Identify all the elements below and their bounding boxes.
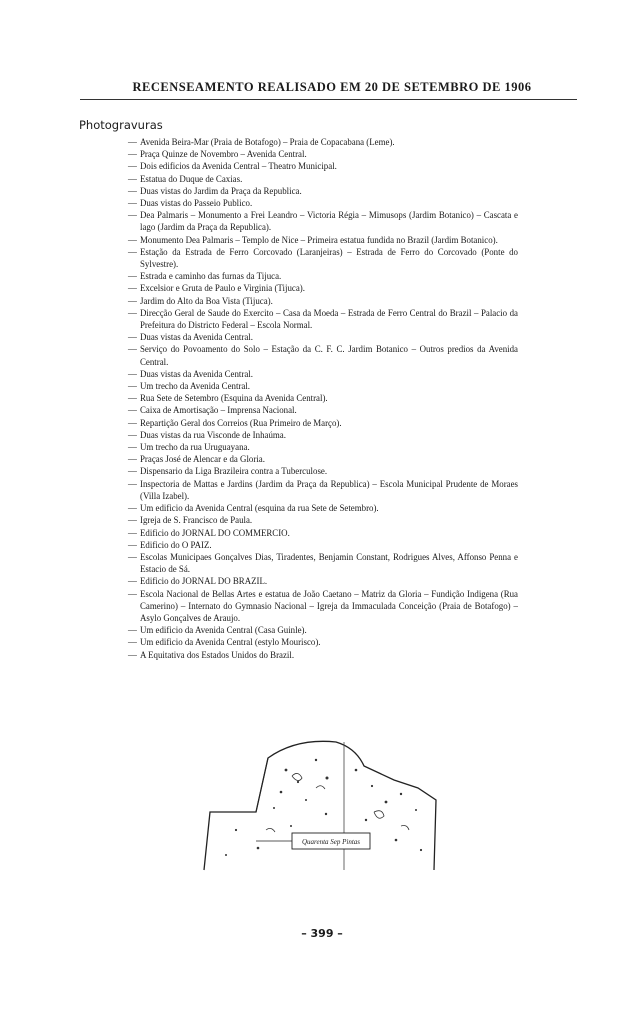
list-item: — Duas vistas da Avenida Central. bbox=[128, 368, 518, 380]
list-item: — Rua Sete de Setembro (Esquina da Avenida Central). bbox=[128, 392, 518, 404]
page-number: – 399 – bbox=[301, 927, 343, 940]
list-item: — Edificio do JORNAL DO COMMERCIO. bbox=[128, 527, 518, 539]
list-item: — Excelsior e Gruta de Paulo e Virginia (Tijuca). bbox=[128, 282, 518, 294]
list-item: — Praça Quinze de Novembro – Avenida Central. bbox=[128, 148, 518, 160]
pediment-ornament bbox=[196, 730, 448, 875]
list-item: — Edificio do JORNAL DO BRAZIL. bbox=[128, 575, 518, 587]
inscription-text: Quarenta Sep Pintas bbox=[301, 838, 361, 846]
list-item: — Monumento Dea Palmaris – Templo de Nice – Primeira estatua fundida no Brazil (Jardim Botanico). bbox=[128, 234, 518, 246]
list-item: — Um edificio da Avenida Central (estylo Mourisco). bbox=[128, 636, 518, 648]
page-header: RECENSEAMENTO REALISADO EM 20 DE SETEMBRO DE 1906 bbox=[132, 80, 532, 94]
list-item: — Estação da Estrada de Ferro Corcovado (Laranjeiras) – Estrada de Ferro do Corcovado (Ponte do Sylvestre). bbox=[128, 246, 518, 270]
list-item: — Praças José de Alencar e da Gloria. bbox=[128, 453, 518, 465]
list-item: — Repartição Geral dos Correios (Rua Primeiro de Março). bbox=[128, 417, 518, 429]
list-item: — Um edificio da Avenida Central (Casa Guinle). bbox=[128, 624, 518, 636]
list-item: — Dois edificios da Avenida Central – Theatro Municipal. bbox=[128, 160, 518, 172]
header-rule bbox=[80, 99, 577, 100]
list-item: — Estrada e caminho das furnas da Tijuca. bbox=[128, 270, 518, 282]
pediment-outline bbox=[204, 741, 436, 870]
list-item: — Duas vistas da rua Visconde de Inhaúma. bbox=[128, 429, 518, 441]
list-item: — Direcção Geral de Saude do Exercito – Casa da Moeda – Estrada de Ferro Central do Brazil – Palacio da Prefeitura do Districto Federal – Escola Normal. bbox=[128, 307, 518, 331]
section-title: Photogravuras bbox=[79, 118, 163, 132]
list-item: — Jardim do Alto da Boa Vista (Tijuca). bbox=[128, 295, 518, 307]
list-item: — Duas vistas do Jardim da Praça da Republica. bbox=[128, 185, 518, 197]
list-item: — A Equitativa dos Estados Unidos do Brazil. bbox=[128, 649, 518, 661]
list-item: — Duas vistas do Passeio Publico. bbox=[128, 197, 518, 209]
list-item: — Um edificio da Avenida Central (esquina da rua Sete de Setembro). bbox=[128, 502, 518, 514]
list-item: — Dispensario da Liga Brazileira contra a Tuberculose. bbox=[128, 465, 518, 477]
list-item: — Inspectoria de Mattas e Jardins (Jardim da Praça da Republica) – Escola Municipal Prudente de Moraes (Villa Izabel). bbox=[128, 478, 518, 502]
list-item: — Duas vistas da Avenida Central. bbox=[128, 331, 518, 343]
list-item: — Escolas Municipaes Gonçalves Dias, Tiradentes, Benjamin Constant, Rodrigues Alves, Affonso Penna e Estacio de Sá. bbox=[128, 551, 518, 575]
list-item: — Caixa de Amortisação – Imprensa Nacional. bbox=[128, 404, 518, 416]
list-item: — Um trecho da Avenida Central. bbox=[128, 380, 518, 392]
list-item: — Edificio do O PAIZ. bbox=[128, 539, 518, 551]
list-item: — Avenida Beira-Mar (Praia de Botafogo) – Praia de Copacabana (Leme). bbox=[128, 136, 518, 148]
list-item: — Escola Nacional de Bellas Artes e estatua de João Caetano – Matriz da Gloria – Fundição Indigena (Rua Camerino) – Internato do Gymnasio Nacional – Igreja da Immaculada Conceição (Praia de Botafogo) – Asylo Gonçalves de Araujo. bbox=[128, 588, 518, 625]
list-item: — Serviço do Povoamento do Solo – Estação da C. F. C. Jardim Botanico – Outros predios da Avenida Central. bbox=[128, 343, 518, 367]
list-item: — Igreja de S. Francisco de Paula. bbox=[128, 514, 518, 526]
list-item: — Dea Palmaris – Monumento a Frei Leandro – Victoria Régia – Mimusops (Jardim Botanico) – Cascata e lago (Jardim da Praça da Republica). bbox=[128, 209, 518, 233]
photogravure-list bbox=[128, 136, 518, 661]
list-item: — Um trecho da rua Uruguayana. bbox=[128, 441, 518, 453]
list-item: — Estatua do Duque de Caxias. bbox=[128, 173, 518, 185]
